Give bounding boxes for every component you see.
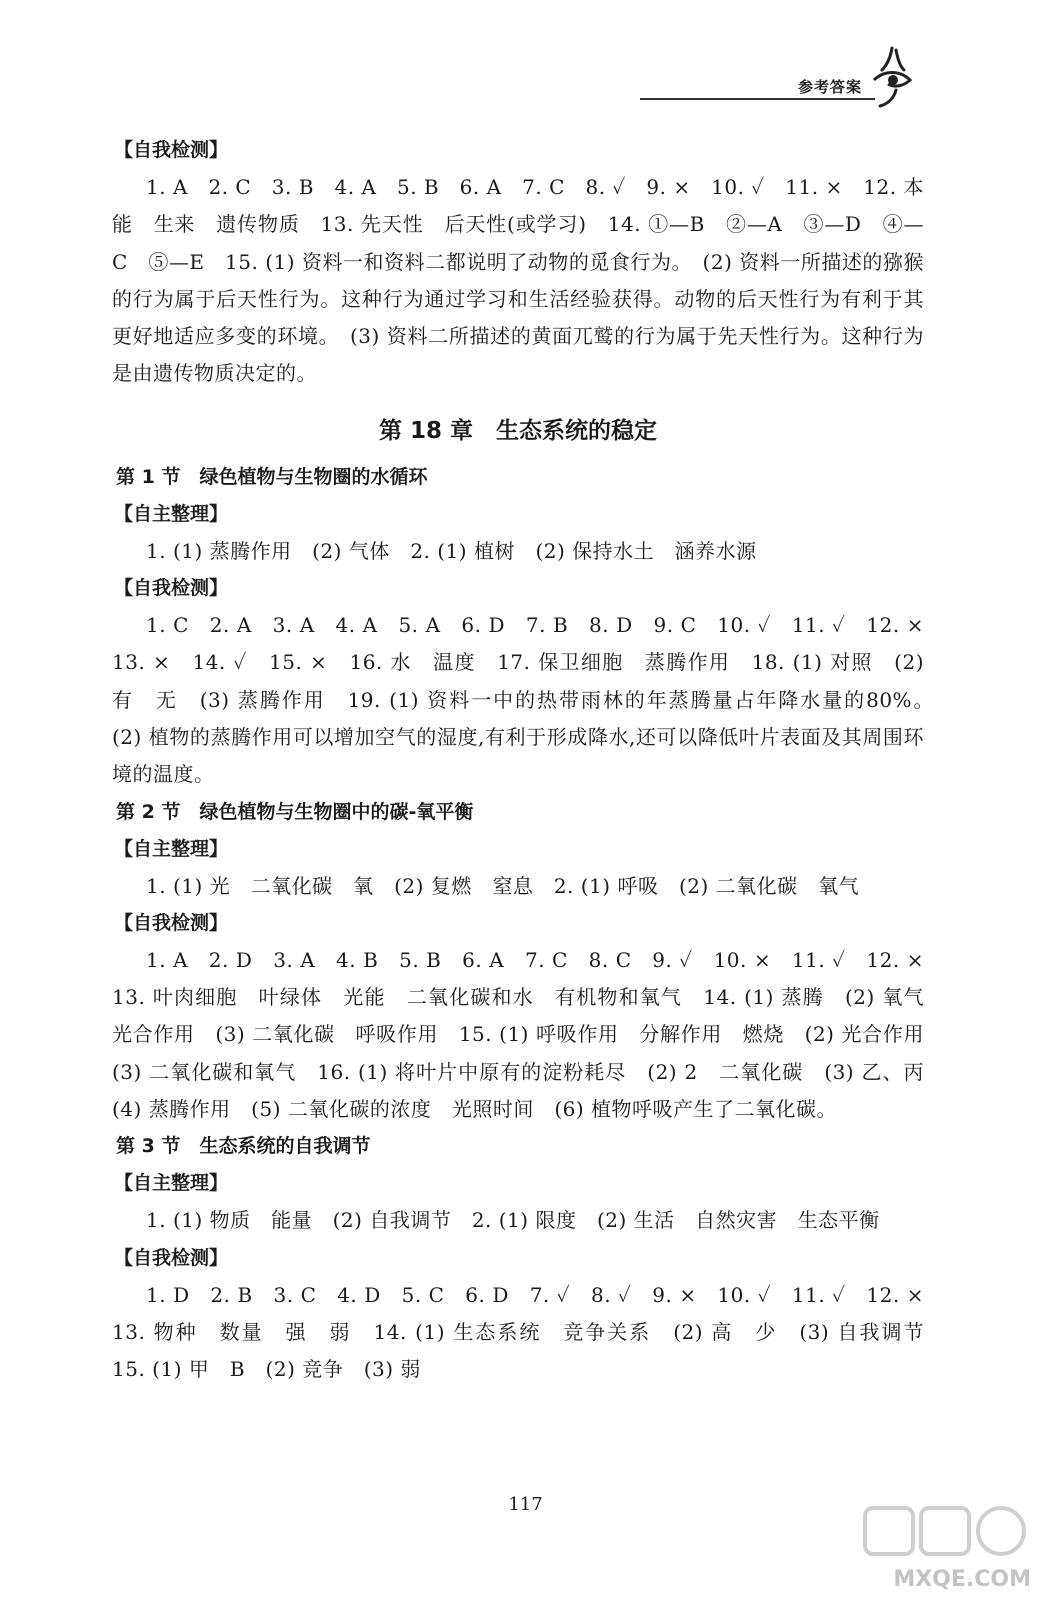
section-3-title: 第 3 节 生态系统的自我调节 [116,1135,371,1158]
chapter-title: 第 18 章 生态系统的稳定 [378,417,658,444]
flourish-ornament-icon [860,40,930,110]
section-1-self-check-answers: 1. C 2. A 3. A 4. A 5. A 6. D 7. B 8. D 9. C 10. ✓ 11. ✓ 12. × 13. × 14. ✓ 15. × 16. 水 温度 17. 保卫细胞 蒸腾作用 18. (1) 对照 (2) 有 无 (3) 蒸腾作用 19. (1) 资料一中的热带雨林的年蒸腾量占年降水量的80%。 (2) 植物的蒸腾作用可以增加空气的湿度,有利于形成降水,还可以降低叶片表面及其周围环境的温度。 [112,613,945,787]
section-1-tag-self-check: 【自我检测】 [114,577,229,600]
watermark-logo-icon [861,1502,1031,1562]
section-3-organize-answers: 1. (1) 物质 能量 (2) 自我调节 2. (1) 限度 (2) 生活 自然灾害 生态平衡 [146,1208,880,1233]
section-1-title: 第 1 节 绿色植物与生物圈的水循环 [116,465,428,488]
page-number: 117 [508,1494,543,1515]
section-3-self-check-answers: 1. D 2. B 3. C 4. D 5. C 6. D 7. ✓ 8. ✓ 9. × 10. ✓ 11. ✓ 12. × 13. 物种 数量 强 弱 14. (1) 生态系统 竞争关系 (2) 高 少 (3) 自我调节 15. (1) 甲 B (2) 竞争 (3) 弱 [112,1282,945,1382]
header-label: 参考答案 [797,78,862,96]
running-header [640,40,930,110]
watermark-logo [861,1502,1031,1592]
header-rule [640,98,875,100]
section-1-organize-answers: 1. (1) 蒸腾作用 (2) 气体 2. (1) 植树 (2) 保持水土 涵养水源 [146,538,757,563]
section-tag-self-check: 【自我检测】 [114,139,229,161]
section-3-tag-organize: 【自主整理】 [114,1172,229,1195]
section-2-tag-organize: 【自主整理】 [114,837,229,860]
section-3-tag-self-check: 【自我检测】 [114,1246,229,1269]
watermark-text: MXQE.COM [893,1567,1031,1592]
section-2-self-check-answers: 1. A 2. D 3. A 4. B 5. B 6. A 7. C 8. C 9. ✓ 10. × 11. ✓ 12. × 13. 叶肉细胞 叶绿体 光能 二氧化碳和水 有机物和氧气 14. (1) 蒸腾 (2) 氧气 光合作用 (3) 二氧化碳 呼吸作用 15. (1) 呼吸作用 分解作用 燃烧 (2) 光合作用 (3) 二氧化碳和氧气 16. (1) 将叶片中原有的淀粉耗尽 (2) 2 二氧化碳 (3) 乙、丙 (4) 蒸腾作用 (5) 二氧化碳的浓度 光照时间 (6) 植物呼吸产生了二氧化碳。 [112,947,945,1122]
section-2-organize-answers: 1. (1) 光 二氧化碳 氧 (2) 复燃 窒息 2. (1) 呼吸 (2) 二氧化碳 氧气 [146,873,860,898]
section-1-tag-organize: 【自主整理】 [114,502,229,525]
section-2-tag-self-check: 【自我检测】 [114,911,229,934]
section-2-title: 第 2 节 绿色植物与生物圈中的碳-氧平衡 [116,800,474,823]
answer-paragraph: 1. A 2. C 3. B 4. A 5. B 6. A 7. C 8. ✓ 9. × 10. ✓ 11. × 12. 本能 生来 遗传物质 13. 先天性 后天性(或学习) 14. ①—B ②—A ③—D ④—C ⑤—E 15. (1) 资料一和资料二都说明了动物的觅食行为。 (2) 资料一所描述的猕猴的行为属于后天性行为。这种行为通过学习和生活经验获得。动物的后天性行为有利于其更好地适应多变的环境。 (3) 资料二所描述的黄面兀鹫的行为属于先天性行为。这种行为是由遗传物质决定的。 [112,175,924,386]
answer-content [112,132,945,1389]
